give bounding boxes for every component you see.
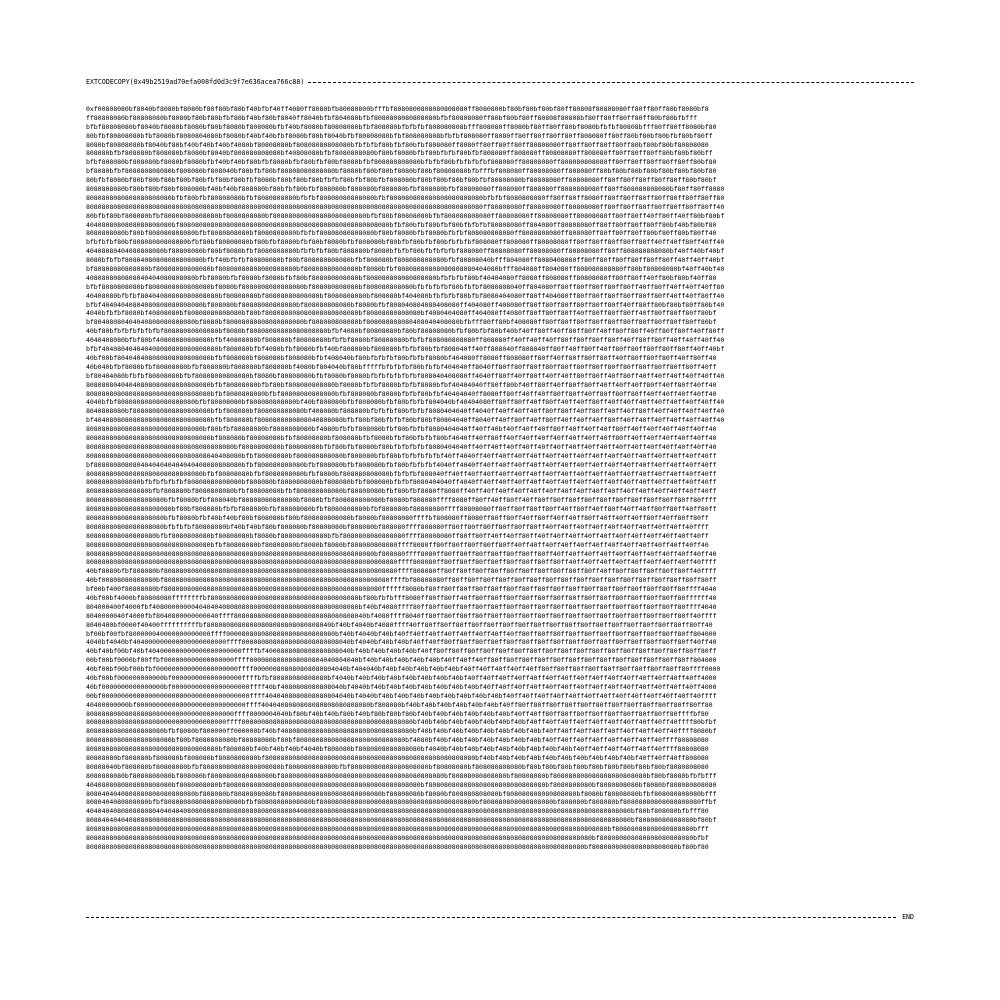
hex-line: 40bf40bf00bf40bf404000000000000000000000ffffbf4000808080808080808040bf40bf40bf40bf40bf40ff80ff80ff80ff80ff80ff80ff80ff80ff80ff80ff80ff80ff80ff80ff80ff80ff80ff80ff — [86, 647, 717, 656]
hex-line: 40bf00bf804040408080808080808080bfbf808080bf808080bf808080bfbf408040bf80bfbfbfbf80bfbfbf8080bf404080ff8080ff808080ff80ff40ff80ff80ff80ff40ff80ff80ff80ff40ff80ff40 — [86, 353, 717, 362]
hex-line: 4040bf4040bf404000000000000000000000ffff0000808080808080808080808040bf4040bf40bf40bf40ff40ff80ff80ff80ff80ff80ff80ff80ff80ff80ff80ff80ff80ff80ff80ff80ff80ff40ff40 — [86, 638, 717, 647]
hex-line: 4040808080808080808080bf808080808080808080808080808080808080808080808080808080bfbf80bfbf80bfbf80bfbfbfbf80808080ff804080ff80808080ff80ff80ff80ff80ff80bf40bf80bf80 — [86, 220, 717, 229]
hex-line: 8040000040f4000fbf8040800000000040ffff8080808080808080808080808080808040bf4080ffff8040ff80ff80ff80ff80ff80ff80ff80ff80ff80ff80ff80ff80ff80ff80ff80ff80ff80ff40ffff — [86, 611, 717, 620]
hex-line: 80808080808080808080000000000000000000ffff0000004040bf80bf40bf40bf80bf40bf80bf80bf80bf40bf40bf40bf40bf40bf40bf40ff40ff80ff80ff80ff80ff80ff80ff80ff80ff80ffffbf80 — [86, 709, 709, 718]
hex-line: 8080bf80808080bf8040bf80bf40bf40bf40bf4080bf80808080bf80808080808080bfbfbfbf80bfbf80bfbf808080ff8080ff80ff80ff80ff80808080ff80ff80ff80ff80ff80bf80bf80bf80808080 — [86, 140, 709, 149]
hex-line: bf00bf400f80808080bf80808080808080808080808080808080808080808080808080808080ffffff8080bf80ff80ff80ff80ff80ff80ff80ff80ff80ff80ff80ff80ff80ff80ff80ff80ff80ffff4040 — [86, 585, 717, 594]
hex-line: 8080808080808080808080bf80bf8080808080bf80808080bf80bf8080808080808080808080808080bf4080bf40bf40bf40bf40bf40bf40bf40bf40ff40ff40ff40ff40ff40ff40ff40ffff80808080 — [86, 736, 709, 745]
hex-line: 8080808080808080808080bf80bf808080bfbfbf808080bfbf80808080bfbf8080808080bfbf808080bf80808080ffff80808080ff80ff80ff80ff80ff40ff80ff40ff80ff40ff40ff80ff80ff40ff80ff — [86, 505, 717, 514]
hex-line: 40bf00808080808080bf8080808080808080808080808080808080808080808080808080808080ffffbf80808080ff80ff80ff80ff80ff80ff80ff80ff80ff80ff80ff80ff80ff80ff80ff80ff80ff80ff — [86, 576, 717, 585]
footer-dashed-rule — [86, 917, 896, 918]
hex-line: bfbf8080808080bf8080808080808080bf8080bf8080808080808080bf808080808080bf808080808080bfbfbfbfbf80bfbfbf8080808040ff804080ff80ff80ff80ff80ff80ff40ff80ff40ff40ff40ff80 — [86, 282, 725, 291]
hex-line: 80804040404080808080808080808080808080808080808080808080808080808080808080808080808080808080808080808080808080808080808080808080808080808080bf80808080808080bf80bf — [86, 816, 717, 825]
hex-line: 8080808080bf8080808080bf808080bf8080808080808080bf808080808080808080808080808080808080808080bf80808080808080bf80808080bf808080808080808080808080bf80bf8080bfbfbfff — [86, 771, 717, 780]
header — [86, 76, 914, 88]
hex-line: 00bf00000000000000000000000000000000000000ffff4040408080808080804040bf4040bf40bf40bf40bf40bf40bf40bf40bf40bf40ff40ff40ff40ff40ff40ff40ff40ff40ff40ff40ff40ff40ffff — [86, 691, 717, 700]
hex-line: 808080808080808080808080808080808080808080808080808080808080808080808080808080808080808080808080808080ff80808080ff80808080ff80808080ff80ff80ff80ff80ff80ff80ff80ff40 — [86, 202, 725, 211]
hex-dump — [86, 105, 922, 893]
hex-line: ff80808080bf80808080bf8080bf80bf80bfbf80bf40bf80bf8040ff8040bfbf804080bfbf8080808080808080bfbf80808080ff80bf80bf80ff80808f80808bf80ff80ff80ff80ff80bf80bfbfff — [86, 113, 697, 122]
hex-line: bfbf404080404040408080808080808080bf808080bfbf4080bfbf8080bfbf40bf808080bf808080bfbfbf80bfbf808040ff40ff808040ff808040ff80ff40ff80ff40ff80ff80ff80ff80ff80ff40ff40bf — [86, 345, 725, 354]
hex-line: 80808080808080bfbfbfbfbfbf80808080808080bf808080bf8080808080bf808080bfbf808080bfbfbf8080404040ff4040ff40ff40ff40ff40ff40ff40ff40ff40ff40ff40ff40ff40ff40ff40ff40ff — [86, 478, 717, 487]
hex-line: 8080808080bf80bf80bf80bf808080bf40bf40bf808080bf80bfbf80bfbf808080bf808080bf808080bfbf808080bfbf80808080ff808080ff808080ff8080808080ff80ff808080808080bf80ff80ff8080 — [86, 185, 725, 194]
hex-line: 40bf0000000000000000bf00000000000000000000ffff40bf4080808080808040bf4040bf40bf40bf40bf40bf40bf40bf40bf40ff40ff40ff40ff40ff40ff40ff40ff40ff40ff40ff40ff40ff40ff4000 — [86, 682, 717, 691]
hex-line: 40bf8080bfbf808080bf808080808080808080808080808080808080808080808080808080808080ffff808080ff80ff80ff80ff80ff80ff80ff80ff80ff80ff80ff40ff80ff80ff80ff80ff80ff40ffff — [86, 567, 717, 576]
hex-line: 808080808080808080800000000000000000ffff00000080808080808080808080808080808080808080bf40bf40bf40bf40bf40bf40bf40bf40ff40ff40ff40ff40ff40ff40ff40ff40ff40ffff80bfbf — [86, 718, 717, 727]
hex-line: 4040bfbfbf8080bf40808080bf80808080808080bf80bf808080808080808080808080bf80808080808080bf4080404080ff404080ff4080ff80ff80ff80ff40ff80ff80ff80ff40ff80ff80ff80ff80bf — [86, 309, 717, 318]
hex-line: 40408080bfbfbf80404080808080808080bf80808080bf80808080808080bf8080808080bf808080bf404080bfbfbfbf80bfbf8080404080ff80ff404080ff80ff80ff80ff80ff80ff80ff40ff40ff80ff40 — [86, 291, 725, 300]
hex-line: bf80404080bfbfbf80808080bfbf80808080808080bf8080bf80808080bfbf8080bf8080bfbfbfbfbfbfbf808040408080ff4040ff80ff40ff80ff40ff40ff80ff80ff40ff80ff40ff40ff40ff40ff40ff40 — [86, 371, 725, 380]
hex-line: 80808080808080808080bfbf8080bf800000ff000000bf40bf4080808080808080808080808080808080bf40bf40bf40bf40bf40bf40bf40bf40bf40ff40ff40ff40ff40ff40ff40ff40ff40ffff8080bf — [86, 727, 717, 736]
header-dashed-rule — [308, 82, 914, 83]
hex-line: 808080bfbf808080bf808080bf8080bf8040bf808080808080bf40808080bfbf8080808080bf80bf8080bfbf80bfbfbf80bfbf808080ff808080ff80808080ff808080ff80ff80ff80ff80bf80bf80bff — [86, 149, 713, 158]
hex-line: 80bfbf8080bf80bf80bf80bf80bf80bfbf80bf80bfbf8080bf80bf80bf80bfbfbf80bfbf80bfbf808080bf80bf80bf80bf80bfbf80808080bf80808080ff80808080ff80ff80ff80ff80ff80ff80bf80bf — [86, 176, 717, 185]
hex-line: 80808080808080808080808080808080bfbf8080808080bfbf80808080808080bfbf808080bf8080bfbfbf80bfbf40404040ff8080ff80ff40ff40ff80ff80ff40ff80ff80ff80ff40ff40ff40ff40ff40 — [86, 389, 717, 398]
footer — [86, 911, 914, 923]
hex-line: 00bf00bf0000bf00ffbf000000000000000000ffff0000808080808080804040804040bf40bf40bf40bf40bf40bf40ff40ff40ff80ff80ff80ff80ff80ff80ff80ff80ff80ff80ff80ff80ff80ff804000 — [86, 656, 717, 665]
hex-line: bf80808080808080bf80808080808080bf80808080808080808080bf80808080808080bf8080bfbf80808080808080808080404080bfff804080ff804080ff808080808080ff80bf80808080bf40ff40bf40 — [86, 265, 725, 274]
page-title: EXTCODECOPY(0x49b2519ad70efa008fd0d3c9f7e636acea766c88) — [86, 78, 305, 86]
hex-line: 40b040bfbf8080bfbf80808080bfbf808080bf808080bf808080bf4080bf804040bf80bfffffbfbfbfbf80bfbfbf404040ff8040ff80ff80ff80ff80ff80ff80ff80ff80ff80ff80ff80ff80ff80ff40ff — [86, 362, 717, 371]
hex-line: 40bf00bf4000bf80808080ffffffffbf80808080808080808080808080808080808080bf80bfbfbfff8080ff80ff80ff40ff80ff80ff80ff80ff80ff80ff80ff80ff80ff80ff80ff80ff80ff80ffffff40 — [86, 593, 717, 602]
hex-line: bf80808080808040404040404040408080808080bfbf808080808080bfbf808080bfbf808080bfbf80bfbfbfbf4040ff4040ff40ff40ff40ff40ff40ff40ff40ff40ff40ff40ff40ff40ff40ff40ff40ff — [86, 460, 717, 469]
hex-line: 80808080808080808080bfbf8080bfbf40bf40bf80bf808080bf80bf808080808080bf8080bf80808080ffffbf808080ff8080ff80ff80ff40ff80ff40ff40ff80ff40ff40ff40ff80ff40ff80ff80ff — [86, 513, 709, 522]
hex-line: 40bf00bf00bf00bfbf000000000000000000000ffff000000808080808080804040bf404040bf40bf40bf40bf40bf40bf40ff40ff40ff40ff40ff80ff80ff80ff80ff80ff80ff80ff80ff80ff80ffff0000 — [86, 665, 721, 674]
hex-line: bf00bf00fbf800000040000000000000ffff0000808080808080808080808080bf40bf4040bf40bf40ff40ff40ff40ff40ff40ff40ff40ff80ff80ff80ff80ff80ff80ff80ff80ff80ff80ff80ff804000 — [86, 629, 717, 638]
end-label: END — [902, 913, 914, 921]
hex-line: 8080808080808080808080808080808080bf808080bf40bf40bf40bf4040bf808080bf8080808080808080bf4040bf40bf40bf40bf40bf40bf40bf40bf40bf40ff40ff40ff40ff40ff40ffff80808080 — [86, 745, 709, 754]
hex-line: 8080bfbfbf80804080808080808080bfbf40bfbfbf80808080bf80bf808080808080bfbf808080bf808080808080bfbf80808040bfff804080ff8080408080ff80ff80ff80ff80ff80ff80ff40ff40ff40bf — [86, 256, 725, 265]
hex-line: bfbf80808080bf8040bf8080bf8080bf80bf8080bf808080bfbf40bf8080bf80808080bfbf808080bfbfbfbf808080808bfff808080ff8080bf80ff80ff80bf8080bfbfbf80808bfff80ff80ff8080bf80 — [86, 122, 717, 131]
hex-line: 8080808080bf80bf808080808080bfbf8080808080bf8080808080bfbfbf80808080808080bf80bf8080bfbf8080bfbfbf808080808080ff8080808080ff808080ff80ff80ff80ff80bf80ff80bf80ff40 — [86, 229, 717, 238]
hex-line: 80808080808080808080808080808080808080bf8080808080bf80808080bfbf80bfbf8080bf80bfbfbfbfbf8080404040ff40ff40ff40ff40ff40ff40ff40ff40ff40ff40ff40ff40ff40ff40ff40ff40 — [86, 442, 717, 451]
hex-line: 804000400f4000fbf40800000000404040408080808080808080808080808080808080bf40bf4080ffff80ff80ff80ff80ff80ff80ff80ff80ff80ff80ff80ff80ff80ff80ff80ff80ff80ff80ffff4040 — [86, 602, 717, 611]
hex-line: 80808080808080808080808080808080bf808080bf80808080bfbf80808080bf808080bfbf8080bfbf80bfbfbf80bf4040ff40ff80ff40ff40ff40ff40ff40ff40ff40ff80ff40ff40ff40ff40ff40ff40 — [86, 433, 717, 442]
hex-line: 80808080808080808080808080808080808080808080808080808080808080808080808080808080808080808080808080808080808080808080808080808080808080bf80808080808080808080bfff — [86, 825, 709, 834]
hex-line: 80808080808080808080808080808080808080808080808080808080808080808080808080bf808080ffff8080ff80ff80ff80ff80ff80ff80ff80ff40ff40ff40ff40ff40ff40ff40ff40ff40ff40ff40 — [86, 549, 717, 558]
hex-line: 4040408080bfbf80bf40808080808080bfbf40808080bf808080bf80808080bfbfbf8080bf80808080bfbfbf808080808080ff808080ff40ff40ff40ff80ff80ff80ff80ff40ff80ff80ff40ff40ff40ff40 — [86, 336, 725, 345]
hex-line: 4040bfbf80808080808080808080bfbf80808080bf808080808080bf40bf808080bfbf808080bfbf80bfbfbf804040bf40404080ff80ff80ff40ff80ff40ff40ff80ff40ff40ff40ff40ff40ff40ff40ff40 — [86, 398, 725, 407]
hex-line: 8080808080808080808080808080808040408080bfbf80808080bf808080808080bf808080bfbf80bfbfbfbfbfbf40ff4040ff40ff40ff40ff40ff40ff40ff40ff40ff40ff40ff40ff40ff40ff40ff40ff — [86, 451, 717, 460]
hex-line: bfbf40404040804080808080808080bf808080bf80808080808080bf808080808080bf8080bfbf808040804080408080ff404080ff408080ff80ff80ff80ff80ff80ff80ff40ff80ff80bf80bf80ff80bf40 — [86, 300, 725, 309]
hex-line: 808080808080808080808080808080bfbf80808080bfbf8080808080bfbf8080bf808080808080bfbfbfbf808040ff40ff40ff40ff40ff40ff40ff40ff40ff40ff40ff40ff40ff40ff40ff40ff40ff40ff — [86, 469, 717, 478]
hex-line: 8040808080bf80808080808080808080bfbf808080bf808080808080bf408080bf808080bfbfbfbf80bfbfbf8080404040ff4040ff40ff40ff40ff80ff80ff40ff80ff40ff40ff80ff40ff40ff40ff40ff40 — [86, 407, 725, 416]
hex-line: 40bf00bf000000000000bf000000000000000000ffffbfbf80808080808080bf4040bf40bf40bf40bf40bf40bf40bf40bf40ff40ff40ff40ff40ff40ff40ff40ff40ff40ff40ff40ff40ff40ff40ff4000 — [86, 674, 717, 682]
hex-line: 40408080404080808080bf80808080bf80bf8080bfbf8080808080bfbfbfbf80bf808080bf8080bfbfbf80bfbfbfbfbf808080ff80808080ff80808080ff80808080ff80ff808080808080bf40ff40bf40bf — [86, 247, 725, 256]
hex-line: 80bfbf80808080bfbf8080bf8080804080bf8080bf40bf40bfbf8080bf80bf8040bfbf80808080bfbf808080808bfbfbf808080ff8080ff80ff80ff80ff80ff808080ff80ff80bf80bf80bfbf80bf80ff — [86, 131, 713, 140]
hex-line: 80808080404040808080808080808080bfbf80808080bfbf80bf808080808080bf8080bfbfbf8080bfbfbf8080bfbf40404040ff80ff80bf40ff80ff40ff80ff80ff40ff40ff40ff80ff40ff80ff40ff40 — [86, 380, 717, 389]
hex-line: 40404040808080808040404040808080808080808080808080808040808080808080808080808080808080808080808080808080808080808080808080808080808080808080bf80bf808080bfbfff80 — [86, 807, 709, 816]
hex-line: 808080808080808080808080808080bf80bfbf80808080bf8080808080bf4080bfbfbf808080bfbf80bfbfbf8080404040ff40ff40bf40ff40ff40ff80ff40ff40ff40ff80ff40ff40ff40ff40ff40ff40 — [86, 425, 717, 434]
hex-line: 80808080808080808080808080808080808080808080808080808080808080808080808080808080ffff808080ff80ff80ff80ff80ff80ff80ff80ff80ff40ff40ff40ff40ff40ff40ff40ff40ff40ffff — [86, 558, 717, 567]
hex-line: 80bfbf80bf808080bfbf80808080808080bf8080808080bf808080808080808080808080bfbf80bf80808080bfbf808080808080ff80808080ff80808080ff80808080ff80ff80ff40ff80ff40ff80bf80bf — [86, 211, 725, 220]
hex-line: 80808040bf808080bf80808080bfbf80808080808080808080bf808080808080bfbf80808080808080808080bf80808080bf808080808080bf80bf80bf80bf80bf80bf80bf80bf80bf80bf8080808080 — [86, 762, 709, 771]
hex-line: bfbf808080bf808080bf8080bf8080bfbf40bf40bf80bfbf8080bfbf80bfbf80bf8080bfbf808080808080bfbfbf80bfbfbfbfbf808080ff80808080ff808080808080ff80ff80ff80ff80ff80ff80bf80 — [86, 158, 717, 167]
hex-line: 8080404080808080bfbf80808080808080808080bfbf80808080808080bf8080808080808080808080808080808080808080bf808080808080808080bf808080bf808080bf80808080808080808080ffbf — [86, 798, 717, 807]
hex-line: 8040400bf0000f40400ffffffffffbf80808080808080808080808080808040bf40bf4040bf4080ffff40ff80ff80ff80ff80ff80ff80ff80ff80ff80ff80ff80ff80ff80ff80ff80ff80ff80ff80ff40 — [86, 620, 713, 629]
hex-line: 80808080808080808080bfbf8080bfbf808040bf80808080808080bf8080bfbf808080808080bf8080bf808080ffff8080ff80ff40ff80ff40ff80ff80ff80ff80ff80ff80ff80ff80ff80ff80ff80ffff — [86, 496, 717, 505]
hex-line: 8080808080808080808080808080808080808080808080808080808080808080808080808080808080808080808080808080808080808080808080808080808080bf808080808080808080808080bfbf — [86, 834, 709, 843]
hex-line: 4080808080808040404080808080bfbf8080bfbf8080bf8080bfbf80bf808080808080bf808080808080808080bfbfbfbf80bf40404080ff8080ff808080ff80808080ff80ff80ff40ff80bf80bf40ff80 — [86, 273, 717, 282]
hex-line: 4040808080808080808080bf8080808080bf80808080808080808080808080808080808080808080808080bf808080808080808080808080808080bf8080808080bf8080808080bf8080bf808080808080 — [86, 780, 717, 789]
hex-line: 80808080808080808080bfbfbfbf80808080bf40bf40bf80bf808080bf80808080bf808080bf808080ffff808080ff80ff80ff80ff80ff80ff80ff40ff40ff40ff40ff40ff40ff40ff40ff40ff40ffff — [86, 522, 709, 531]
hex-line: 40bf80bfbfbfbfbfbfbf80808080808080bf8080bf80808080808080808080bfbf4080bf80808080bf80bf80808080bfbf80bfbf80bf40bf40ff80ff40ff80ff80ff40ff80ff80ff40ff80ff80ff40ff80ff — [86, 327, 725, 336]
hex-line: 40400000000bf0000000000000000000000000000ffff4040408080808080808080808080bf808080bf40bf40bf40bf40bf40bf40bf40ff80ff80ff80ff80ff80ff80ff80ff80ff80ff80ff80ff80ff80 — [86, 700, 713, 709]
hex-line: 8080808080808080bfbf808080bf8080808080bfbf80808080bfbf808080808080bf80808080bfbf80bfbf8080ff8080ff40ff40ff40ff40ff40ff40ff40ff40ff40ff40ff40ff40ff40ff40ff40ff40ff — [86, 487, 717, 496]
hex-line: 80808080808080808080808080808080bfbf80808080bf80808080bf8080bf8080bf808080808080ffff8080ff80ff80ff80ff80ff80ff40ff40ff40ff40ff40ff40ff40ff40ff40ff40ff40ff40ff40 — [86, 540, 709, 549]
hex-line: 80808080bf808080bf808080bf808080bf8080808080bf808080808080808080808080808080808080808080808080808080bf40bf40bf40bf40bf40bf40bf40bf40bf40bf40bf40ff40ff40ff808080 — [86, 754, 709, 763]
hex-line: 808080808080808080bfbf8080808080bf80808080bf8080bf808080808080bfbf8080808080808080ffff80808080ff80ff80ff40ff40ff80ff40ff40ff40ff40ff40ff40ff40ff40ff40ff40ff40ff — [86, 531, 709, 540]
hex-line: 80808080808080808080808080808080808080808080808080808080808080808080808080808080808080808080808080808080808080808080808080808080bf8080808080808080808080bf80bf80 — [86, 842, 709, 851]
hex-line: 0xf00808080bf8040bf8080bf8080bf80f80bf80bf40bfbf40ff4080ff8080bfb80080800bfffbf8080800808080808080ff8080800bf80bf80bf80bf80ff80808f80808080ff80ff80ff80bf8080bf8 — [86, 105, 709, 113]
hex-line: bf8080bfbf808080808080bf808080bf808040bf80bfbf80bf80808080808080bf8080bf80bf80bf8080bf80bf80808080bfbfffbf808080ff80808080ff808080ff80bf80bf80bf80bf80bf80bf80bf80 — [86, 167, 717, 176]
hex-line: bf404080808080808080808080808080bfbf808080bf8080808080808040808080bfbf80bf80bfbfbf80bf80bf80804040ff8040ff40ff80ff40ff80ff40ff40ff40ff80ff40ff40ff40ff40ff40ff40ff40 — [86, 416, 725, 425]
hex-line: 8080808080808080808080bfbf80bfbf80808080bfbf8080808080bfbfbf80808080808080bfbf808080808080808080808080bfbfbf8080808080ff80ff80ff8080ff80ff80ff80ff80ff80ff80ff80ff80 — [86, 193, 725, 202]
hex-line: bfbfbfbf80bf80808080808080bfbf80bf80808080bf80bfbf8080bfbf80bf8080bfbf808080bf80bfbf80bfbf80bfbfbfbf808080ff808080ff80808080ff80ff80ff80ff80ff80ff40ff40ff80ff40ff40 — [86, 238, 725, 247]
hex-line: bf80408080404040808080808080bf8080bf80808080808080808080bf808080808080bf808080808080408040408080bfbfff80ff80bf408080ff80ff80ff80ff80ff80ff80ff80ff80ff80ff80ff80bf — [86, 318, 717, 327]
hex-line: 8080404040808080808080808080bf808080bf8080808080bf80808080808080808080808080bf80808080bf8080bf808080808080bf808080808080808080bf8080bf80808080bfbf808080808080bfff — [86, 789, 717, 798]
